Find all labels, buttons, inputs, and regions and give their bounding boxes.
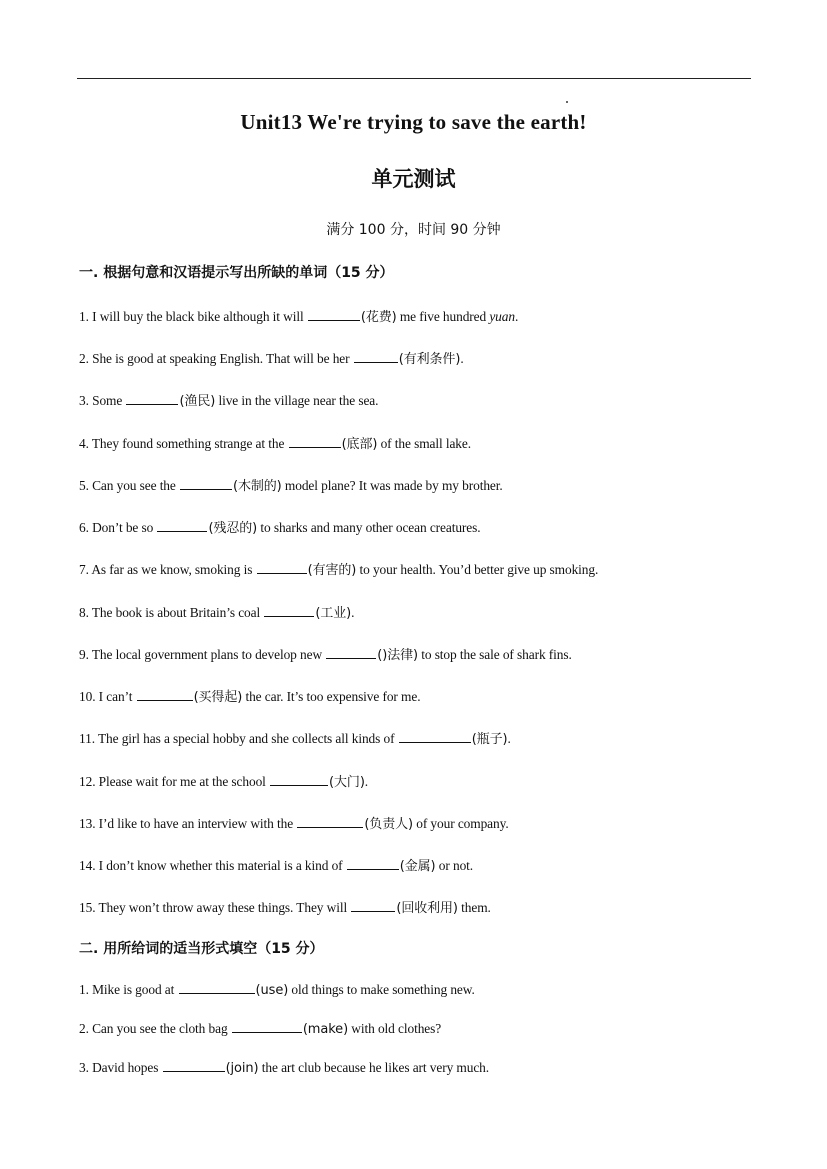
question-2-1	[79, 981, 475, 998]
question-text: 13. I’d like to have an interview with the	[79, 816, 297, 831]
question-1-6	[79, 517, 481, 536]
question-1-9	[79, 644, 572, 663]
question-text: 5. Can you see the	[79, 478, 179, 493]
question-text-after: to sharks and many other ocean creatures.	[257, 520, 481, 535]
question-hint: (买得起)	[193, 690, 243, 705]
section-heading-1: 一. 根据句意和汉语提示写出所缺的单词（15 分）	[79, 265, 394, 281]
section-heading-2: 二. 用所给词的适当形式填空（15 分）	[79, 941, 324, 957]
answer-blank[interactable]	[347, 857, 399, 870]
question-text-after: .	[351, 605, 355, 620]
question-text: 4. They found something strange at the	[79, 436, 288, 451]
question-hint: (工业)	[315, 606, 352, 621]
question-hint: (瓶子)	[471, 732, 508, 747]
question-text: 14. I don’t know whether this material is a kind of	[79, 858, 346, 873]
question-2-2	[79, 1020, 441, 1037]
question-text-after: the car. It’s too expensive for me.	[242, 689, 421, 704]
question-text-after: to your health. You’d better give up smoking.	[356, 562, 599, 577]
question-hint: (金属)	[399, 859, 436, 874]
question-text: 1. Mike is good at	[79, 982, 178, 997]
header-rule	[77, 78, 751, 79]
answer-blank[interactable]	[297, 815, 363, 828]
question-hint: (残忍的)	[208, 521, 258, 536]
question-hint: ()法律)	[377, 648, 418, 663]
document-subtitle: 单元测试	[371, 167, 456, 191]
question-text-after: or not.	[435, 858, 474, 873]
question-1-1	[79, 306, 518, 325]
answer-blank[interactable]	[163, 1059, 225, 1072]
question-text-after: them.	[457, 900, 491, 915]
question-1-11	[79, 728, 511, 747]
question-text: 1. I will buy the black bike although it will	[79, 309, 307, 324]
question-text: 2. Can you see the cloth bag	[79, 1021, 231, 1036]
question-1-2	[79, 348, 464, 367]
question-text-after: old things to make something new.	[288, 982, 475, 997]
question-hint: (make)	[302, 1022, 349, 1037]
question-italic-word: yuan	[489, 309, 515, 324]
question-text-after: with old clothes?	[348, 1021, 442, 1036]
answer-blank[interactable]	[326, 646, 376, 659]
question-text-after: to stop the sale of shark fins.	[417, 647, 572, 662]
question-hint: (use)	[255, 983, 289, 998]
answer-blank[interactable]	[157, 519, 207, 532]
question-1-12	[79, 771, 368, 790]
stray-dot	[566, 101, 568, 103]
question-text: 9. The local government plans to develop new	[79, 647, 326, 662]
question-1-4	[79, 433, 471, 452]
question-text: 8. The book is about Britain’s coal	[79, 605, 264, 620]
question-text: 3. David hopes	[79, 1060, 162, 1075]
question-1-7	[79, 559, 598, 578]
question-hint: (底部)	[341, 437, 378, 452]
answer-blank[interactable]	[308, 308, 360, 321]
question-hint: (大门)	[329, 775, 365, 790]
answer-blank[interactable]	[257, 561, 307, 574]
question-text: 15. They won’t throw away these things. They will	[79, 900, 351, 915]
question-1-8	[79, 602, 354, 621]
question-text: 3. Some	[79, 393, 126, 408]
question-text: 11. The girl has a special hobby and she collects all kinds of	[79, 731, 398, 746]
answer-blank[interactable]	[289, 435, 341, 448]
answer-blank[interactable]	[180, 477, 232, 490]
question-hint: (花费)	[360, 310, 397, 325]
question-text-after: of your company.	[412, 816, 509, 831]
question-text: 2. She is good at speaking English. That will be her	[79, 351, 353, 366]
document-title: Unit13 We're trying to save the earth!	[240, 110, 587, 134]
answer-blank[interactable]	[270, 773, 328, 786]
question-1-3	[79, 390, 378, 409]
answer-blank[interactable]	[351, 899, 395, 912]
question-text: 12. Please wait for me at the school	[79, 774, 270, 789]
question-text: 6. Don’t be so	[79, 520, 157, 535]
question-text-after: .	[507, 731, 511, 746]
question-text: 7. As far as we know, smoking is	[79, 562, 256, 577]
question-1-15	[79, 897, 491, 916]
score-time-info: 满分 100 分，时间 90 分钟	[326, 222, 501, 238]
question-text-after: model plane? It was made by my brother.	[281, 478, 503, 493]
question-1-5	[79, 475, 503, 494]
question-hint: (有害的)	[307, 563, 357, 578]
answer-blank[interactable]	[137, 688, 193, 701]
question-hint: (负责人)	[364, 817, 413, 832]
question-2-3	[79, 1059, 489, 1076]
answer-blank[interactable]	[179, 981, 255, 994]
question-text-after: .	[364, 774, 369, 789]
question-text-after: the art club because he likes art very much.	[258, 1060, 490, 1075]
question-text-after: .	[460, 351, 464, 366]
question-text-after: of the small lake.	[377, 436, 471, 451]
question-hint: (有利条件)	[398, 352, 461, 367]
question-hint: (join)	[225, 1061, 259, 1076]
question-text-after: live in the village near the sea.	[215, 393, 379, 408]
question-1-10	[79, 686, 420, 705]
answer-blank[interactable]	[126, 392, 178, 405]
answer-blank[interactable]	[354, 350, 398, 363]
question-1-14	[79, 855, 473, 874]
question-text: 10. I can’t	[79, 689, 136, 704]
answer-blank[interactable]	[399, 730, 471, 743]
question-hint: (回收利用)	[396, 901, 458, 916]
question-hint: (渔民)	[179, 394, 216, 409]
answer-blank[interactable]	[232, 1020, 302, 1033]
question-tail: .	[514, 309, 519, 324]
question-1-13	[79, 813, 509, 832]
answer-blank[interactable]	[264, 604, 314, 617]
question-text-after: me five hundred	[396, 309, 490, 324]
question-hint: (木制的)	[233, 479, 282, 494]
